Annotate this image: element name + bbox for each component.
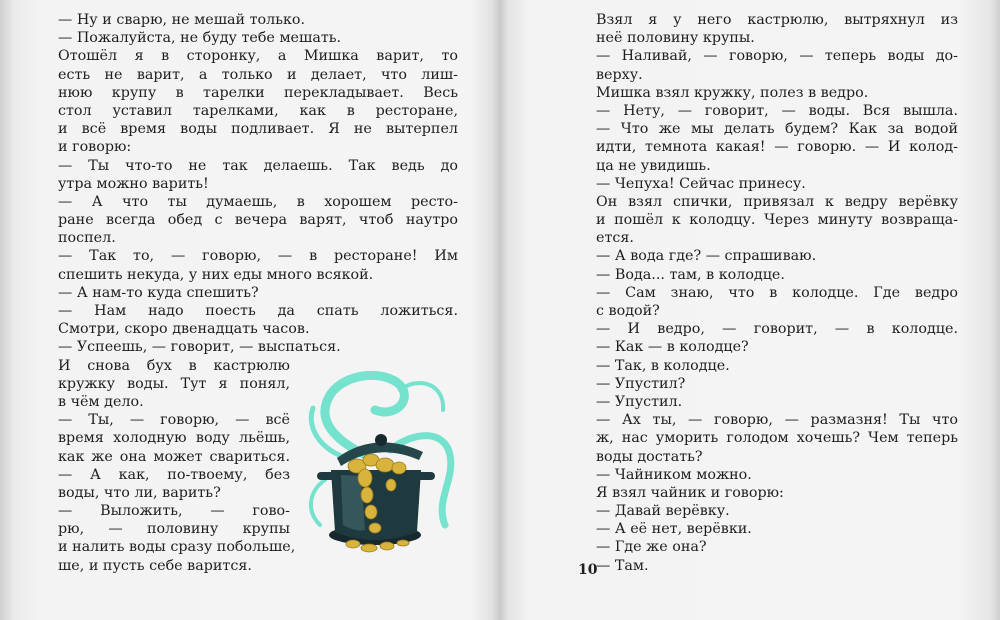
text-line: рю, — половину крупы bbox=[58, 521, 290, 538]
text-line: спешить некуда, у них еды много всякой. bbox=[58, 266, 374, 283]
text-line: ется. bbox=[596, 230, 634, 247]
text-line: — А что ты думаешь, в хорошем ресто- bbox=[58, 193, 458, 210]
text-line: — Наливай, — говорю, — теперь воды до- bbox=[596, 48, 958, 65]
text-line: и пошёл к колодцу. Через минуту возвраща- bbox=[596, 212, 958, 229]
text-line: Отошёл я в сторонку, а Мишка варит, то bbox=[58, 48, 458, 65]
text-line: и налить воды сразу побольше, bbox=[58, 539, 296, 556]
text-line: время холодную воду льёшь, bbox=[58, 430, 290, 447]
text-line: — И ведро, — говорит, — в колодце. bbox=[596, 321, 958, 338]
text-line: — Что же мы делать будем? Как за водой bbox=[596, 121, 958, 138]
text-line: неё половину крупы. bbox=[596, 30, 755, 47]
text-line: — Ну и сварю, не мешай только. bbox=[58, 12, 306, 28]
text-line: — Давай верёвку. bbox=[596, 503, 730, 520]
text-line: как же она может свариться. bbox=[58, 448, 290, 465]
text-line: кружку воды. Тут я понял, bbox=[58, 375, 290, 392]
text-line: — Ты что-то не так делаешь. Так ведь до bbox=[58, 157, 458, 174]
text-line: И снова бух в кастрюлю bbox=[58, 357, 290, 374]
text-line: — Нету, — говорит, — воды. Вся вышла. bbox=[596, 102, 958, 119]
text-line: ше, и пусть себе варится. bbox=[58, 557, 252, 574]
text-line: — Так, в колодце. bbox=[596, 357, 730, 374]
text-line: — А её нет, верёвки. bbox=[596, 521, 752, 538]
text-line: ца не увидишь. bbox=[596, 157, 711, 174]
text-line: — А как, по-твоему, без bbox=[58, 466, 290, 483]
text-line: — Ах ты, — говорю, — размазня! Ты что bbox=[596, 412, 958, 429]
text-line: и говорю: bbox=[58, 139, 132, 156]
text-line: — Пожалуйста, не буду тебе мешать. bbox=[58, 30, 342, 47]
text-line: — Выложить, — гово- bbox=[58, 503, 290, 520]
text-line: ж, нас уморить голодом хочешь? Чем теперь bbox=[596, 430, 958, 447]
porridge-pot-illustration bbox=[295, 360, 465, 560]
text-line: в чём дело. bbox=[58, 393, 144, 410]
text-line: — А вода где? — спрашиваю. bbox=[596, 248, 817, 265]
text-line: идти, темнота какая! — говорю. — И колод- bbox=[596, 139, 958, 156]
text-line: утра можно варить! bbox=[58, 175, 209, 192]
text-line: — Вода... там, в колодце. bbox=[596, 266, 785, 283]
text-line: ране всегда обед с вечера варят, чтоб наутро bbox=[58, 212, 458, 229]
right-page bbox=[500, 0, 1000, 620]
text-line: — Где же она? bbox=[596, 539, 707, 556]
text-line: — Чепуха! Сейчас принесу. bbox=[596, 175, 806, 192]
right-page-text bbox=[596, 11, 958, 575]
text-line: — Упустил? bbox=[596, 375, 686, 392]
text-line: — А нам-то куда спешить? bbox=[58, 284, 259, 301]
text-line: Взял я у него кастрюлю, вытряхнул из bbox=[596, 12, 958, 28]
text-line: — Успеешь, — говорит, — выспаться. bbox=[58, 339, 341, 356]
text-line: Смотри, скоро двенадцать часов. bbox=[58, 321, 310, 338]
text-line: и всё время воды подливает. Я не вытерпел bbox=[58, 121, 458, 138]
text-line: — Ты, — говорю, — всё bbox=[58, 412, 290, 429]
text-line: воды достать? bbox=[596, 448, 703, 465]
text-line: — Так то, — говорю, — в ресторане! Им bbox=[58, 248, 458, 265]
text-line: верху. bbox=[596, 66, 643, 83]
text-line: нюю крупу в тарелки перекладывает. Весь bbox=[58, 84, 458, 101]
page-number: 10 bbox=[578, 562, 598, 578]
text-line: есть не варит, а только и делает, что лиш- bbox=[58, 66, 458, 83]
text-line: поспел. bbox=[58, 230, 116, 247]
text-line: — Нам надо поесть да спать ложиться. bbox=[58, 303, 458, 319]
text-line: Я взял чайник и говорю: bbox=[596, 484, 784, 501]
text-line: — Как — в колодце? bbox=[596, 339, 749, 356]
text-line: — Упустил. bbox=[596, 393, 683, 410]
text-line: с водой? bbox=[596, 303, 660, 319]
text-line: воды, что ли, варить? bbox=[58, 484, 221, 501]
text-line: Он взял спички, привязал к ведру верёвку bbox=[596, 193, 958, 210]
text-line: — Чайником можно. bbox=[596, 466, 752, 483]
text-line: стол уставил тарелками, как в ресторане, bbox=[58, 102, 458, 119]
text-line: — Сам знаю, что в колодце. Где ведро bbox=[596, 284, 958, 301]
text-line: Мишка взял кружку, полез в ведро. bbox=[596, 84, 869, 101]
text-line: — Там. bbox=[596, 557, 649, 574]
